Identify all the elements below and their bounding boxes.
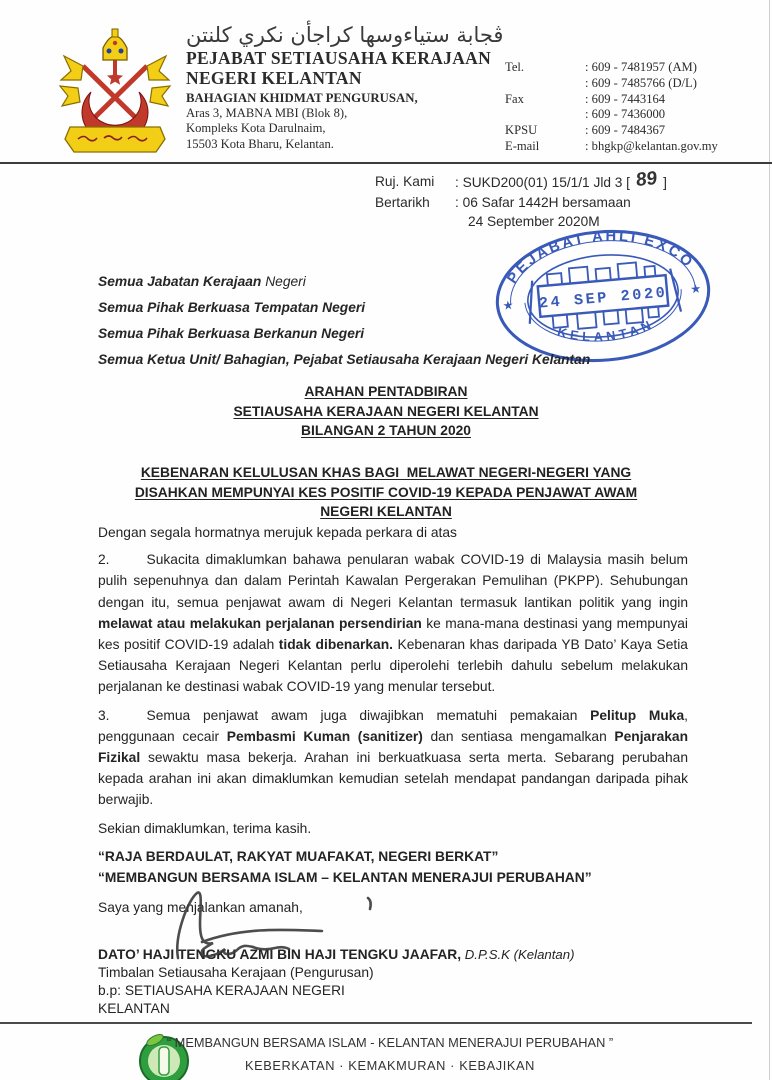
paragraph-number: 2.: [98, 552, 110, 568]
jawi-office-title: ڤجابة ستياءوسها كراجأن نكري كلنتن: [186, 23, 504, 47]
contact-row-tel: [505, 60, 767, 76]
closing-line: Sekian dimaklumkan, terima kasih.: [98, 820, 312, 836]
recipient-line: Semua Jabatan Kerajaan Negeri: [98, 274, 306, 289]
footer-values: KEBERKATAN · KEMAKMURAN · KEBAJIKAN: [244, 1058, 536, 1073]
office-name-line1: PEJABAT SETIAUSAHA KERAJAAN: [186, 48, 492, 68]
contact-value: : 609 - 7443164: [585, 91, 666, 106]
paragraph-2: [98, 549, 688, 697]
signatory-title2: b.p: SETIAUSAHA KERAJAAN NEGERI: [98, 982, 345, 998]
contact-value: : 609 - 7485766 (D/L): [585, 75, 697, 90]
signature-intro: Saya yang menjalankan amanah,: [98, 900, 303, 916]
contact-label: E-mail: [505, 138, 540, 153]
ruj-kami-value: : SUKD200(01) 15/1/1 Jld 3 [ 89 ]: [455, 168, 667, 191]
contact-value: : 609 - 7484367: [585, 123, 666, 138]
contact-label: Tel.: [505, 60, 525, 74]
reference-number-row: [375, 168, 755, 193]
contact-label: [505, 107, 585, 123]
subject-line1: KEBENARAN KELULUSAN KHAS BAGI MELAWAT NEGERI-NEGERI YANG: [140, 465, 632, 480]
subject-line2: DISAHKAN MEMPUNYAI KES POSITIF COVID-19 KEPADA PENJAWAT AWAM: [134, 484, 638, 500]
letter-body: [98, 522, 688, 1019]
recipient-line: Semua Ketua Unit/ Bahagian, Pejabat Setiausaha Kerajaan Negeri Kelantan: [98, 352, 591, 367]
contact-label: KPSU: [505, 123, 538, 138]
stamp-bottom-text: KELANTAN: [555, 315, 657, 345]
stamp-star-left-icon: ★: [502, 297, 515, 313]
gregorian-date-value: 24 September 2020M: [468, 214, 600, 229]
division-name: BAHAGIAN KHIDMAT PENGURUSAN,: [186, 91, 418, 105]
address-line1: Aras 3, MABNA MBI (Blok 8),: [186, 106, 348, 120]
paragraph-2-text: Sukacita dimaklumkan bahawa penularan wabak COVID-19 di Malaysia masih belum pulih sepenuhnya dan dalam Perintah Kawalan Pergerakan Pemulihan (PKPP). Sehubungan dengan itu, semua penjawat awam di Negeri Kelantan termasuk lantikan politik yang ingin melawat atau melakukan perjalanan persendirian ke mana-mana destinasi yang mempunyai kes positif COVID-19 adalah tidak dibenarkan. Kebenaran khas daripada YB Dato’ Kaya Setia Setiausaha Kerajaan Negeri Kelantan perlu diperolehi terlebih dahulu sebelum melakukan perjalanan ke destinasi wabak COVID-19 yang menular tersebut.: [98, 552, 688, 695]
contact-row-fax: [505, 92, 767, 108]
slogan-block: [98, 847, 688, 889]
slogan-line1: “RAJA BERDAULAT, RAKYAT MUAFAKAT, NEGERI BERKAT”: [98, 848, 499, 864]
header-divider: [0, 162, 772, 164]
handwritten-number: 89: [635, 168, 658, 191]
letterhead-office-block: [186, 22, 516, 152]
heading-line2: SETIAUSAHA KERAJAAN NEGERI KELANTAN: [233, 403, 539, 419]
heading-line1: ARAHAN PENTADBIRAN: [304, 384, 468, 399]
contact-row-email: [505, 139, 767, 155]
contact-value: : bhgkp@kelantan.gov.my: [585, 138, 718, 153]
paragraph-3: [98, 705, 688, 811]
contact-row-fax2: [505, 107, 767, 123]
signatory-title3: KELANTAN: [98, 1001, 170, 1017]
stamp-top-text: PEJABAT AHLI EXCO: [504, 228, 697, 287]
ruj-kami-label: Ruj. Kami: [375, 174, 435, 189]
signatory-block: [98, 945, 688, 1019]
salutation: Dengan segala hormatnya merujuk kepada perkara di atas: [98, 525, 457, 540]
paragraph-number: 3.: [98, 707, 110, 723]
date-row: [375, 193, 755, 213]
signatory-name: DATO’ HAJI TENGKU AZMI BIN HAJI TENGKU JAAFAR,: [98, 946, 462, 962]
subject-line3: NEGERI KELANTAN: [320, 504, 452, 520]
recipients-list: [98, 269, 698, 373]
signatory-honorific: D.P.S.K (Kelantan): [461, 946, 575, 962]
subject-heading: [110, 463, 662, 522]
address-line2: Kompleks Kota Darulnaim,: [186, 121, 326, 136]
footer-motto: “ MEMBANGUN BERSAMA ISLAM - KELANTAN MENERAJUI PERUBAHAN ”: [166, 1035, 614, 1050]
address-line3: 15503 Kota Bharu, Kelantan.: [186, 136, 334, 151]
stamp-star-right-icon: ★: [689, 281, 702, 297]
contact-row-tel2: [505, 76, 767, 92]
stamp-date: 24 SEP 2020: [538, 283, 669, 313]
recipient-line: Semua Pihak Berkuasa Berkanun Negeri: [98, 326, 365, 341]
footer-text-block: [120, 1031, 660, 1077]
paragraph-3-text: Semua penjawat awam juga diwajibkan mematuhi pemakaian Pelitup Muka, penggunaan cecair Pembasmi Kuman (sanitizer) dan sentiasa mengamalkan Penjarakan Fizikal sewaktu masa bekerja. Arahan ini berkuatkuasa serta merta. Sebarang perubahan kepada arahan ini akan dimaklumkan kemudian setelah mendapat pandangan daripada pihak berwajib.: [98, 707, 689, 808]
office-name-line2: NEGERI KELANTAN: [186, 68, 362, 88]
signatory-title1: Timbalan Setiausaha Kerajaan (Pengurusan): [98, 964, 374, 980]
contact-row-kpsu: [505, 123, 767, 139]
hijri-date-value: : 06 Safar 1442H bersamaan: [455, 194, 631, 210]
footer-divider: [0, 1022, 752, 1024]
heading-line3: BILANGAN 2 TAHUN 2020: [301, 423, 471, 439]
kelantan-state-crest-icon: [52, 26, 178, 160]
signatory-name-line: [98, 945, 688, 964]
contact-value: : 609 - 7436000: [585, 107, 666, 122]
contact-label: [505, 76, 585, 92]
contact-label: Fax: [505, 91, 524, 106]
contact-value: : 609 - 7481957 (AM): [585, 60, 697, 74]
recipient-line: Semua Pihak Berkuasa Tempatan Negeri: [98, 300, 366, 315]
directive-heading: [0, 382, 772, 441]
bertarikh-label: Bertarikh: [375, 194, 430, 210]
slogan-line2: “MEMBANGUN BERSAMA ISLAM – KELANTAN MENERAJUI PERUBAHAN”: [98, 869, 592, 885]
contact-details-block: [505, 60, 767, 155]
